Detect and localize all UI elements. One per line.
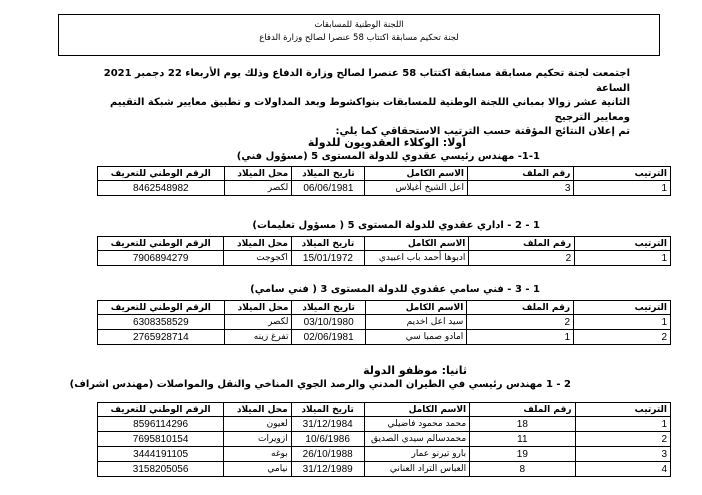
subsection-1-3-title: 1 - 3 - فني سامي عقدوي للدولة المستوى 3 ( فني سامي) (250, 284, 540, 295)
cell-pob: بوغه (224, 447, 292, 462)
table-header-row (98, 301, 671, 315)
col-rank: الترتيب (574, 167, 671, 181)
col-name: الاسم الكامل (365, 301, 467, 315)
col-file: رقم الملف (470, 403, 575, 417)
header-line-1: اللجنة الوطنية للمسابقات (314, 20, 404, 30)
col-file: رقم الملف (467, 301, 574, 315)
cell-file: 18 (470, 417, 575, 432)
cell-name: امادو صمبا سي (365, 330, 467, 345)
cell-rank: 1 (574, 181, 671, 196)
col-nni: الرقم الوطني للتعريف (98, 403, 224, 417)
cell-dob: 02/06/1981 (292, 330, 365, 345)
header-line-2: لجنة تحكيم مسابقة اكتتاب 58 عنصرا لصالح وزارة الدفاع (259, 33, 459, 43)
col-pob: محل الميلاد (224, 403, 292, 417)
col-pob: محل الميلاد (224, 301, 292, 315)
cell-dob: 10/6/1986 (291, 432, 364, 447)
cell-name: اعل الشيخ أغيلاس (365, 181, 468, 196)
cell-pob: لكصر (224, 315, 292, 330)
cell-pob: نيامي (224, 462, 292, 477)
cell-name: محمدسالم سيدي الصديق (364, 432, 469, 447)
cell-nni: 2765928714 (98, 330, 225, 345)
cell-rank: 3 (575, 447, 670, 462)
intro-line-2: الثانية عشر زوالا بمباني اللجنة الوطنية للمسابقات بنواكشوط وبعد المداولات و تطبيق معايير شبكة التقييم ومعايير الترجيح (109, 97, 630, 123)
cell-pob: لعيون (224, 417, 292, 432)
col-dob: تاريخ الميلاد (292, 167, 365, 181)
cell-dob: 15/01/1972 (291, 251, 364, 266)
cell-rank: 1 (575, 417, 670, 432)
table-1-3 (97, 300, 671, 345)
cell-nni: 8596114296 (98, 417, 224, 432)
col-dob: تاريخ الميلاد (291, 237, 364, 251)
cell-pob: لكصر (224, 181, 292, 196)
col-pob: محل الميلاد (224, 167, 292, 181)
cell-nni: 7906894279 (98, 251, 224, 266)
cell-nni: 6308358529 (98, 315, 225, 330)
table-1-1 (97, 166, 671, 196)
cell-name: محمد محمود فاضيلي (364, 417, 469, 432)
cell-rank: 2 (574, 330, 671, 345)
cell-dob: 31/12/1984 (291, 417, 364, 432)
intro-paragraph (88, 67, 630, 140)
table-row (98, 432, 671, 447)
col-name: الاسم الكامل (364, 403, 469, 417)
cell-file: 2 (467, 315, 574, 330)
cell-name: سيد اعل اخديم (365, 315, 467, 330)
cell-nni: 3158205056 (98, 462, 224, 477)
col-name: الاسم الكامل (365, 167, 468, 181)
table-1-2 (97, 236, 671, 266)
header-box (58, 14, 660, 56)
cell-nni: 3444191105 (98, 447, 224, 462)
col-file: رقم الملف (469, 237, 575, 251)
col-rank: الترتيب (575, 237, 671, 251)
cell-name: العباس التراد العناني (364, 462, 469, 477)
cell-pob: اكجوجت (224, 251, 292, 266)
table-header-row (98, 403, 671, 417)
col-pob: محل الميلاد (224, 237, 292, 251)
col-name: الاسم الكامل (364, 237, 468, 251)
table-2-1 (97, 402, 671, 477)
subsection-1-1-title: 1-1- مهندس رئيسي عقدوي للدولة المستوى 5 (مسؤول فني) (236, 151, 540, 162)
intro-line-1: اجتمعت لجنة تحكيم مسابقة مسابقة اكتتاب 58 عنصرا لصالح وزارة الدفاع وذلك يوم الأربعاء 22 دجمبر 2021 الساعة (103, 68, 630, 94)
cell-file: 2 (469, 251, 575, 266)
cell-dob: 26/10/1988 (291, 447, 364, 462)
table-header-row (98, 167, 671, 181)
table-row (98, 181, 671, 196)
col-dob: تاريخ الميلاد (292, 301, 365, 315)
cell-rank: 1 (575, 251, 671, 266)
cell-dob: 31/12/1989 (291, 462, 364, 477)
col-dob: تاريخ الميلاد (291, 403, 364, 417)
table-row (98, 315, 671, 330)
subsection-2-1-title: 2 - 1 مهندس رئيسي في الطيران المدني والرصد الجوي المناخي والنقل والمواصلات (مهندس اشراف) (69, 379, 571, 390)
table-row (98, 417, 671, 432)
cell-rank: 1 (574, 315, 671, 330)
cell-name: بارو تيرنو عمار (364, 447, 469, 462)
col-file: رقم الملف (468, 167, 574, 181)
table-row (98, 462, 671, 477)
col-nni: الرقم الوطني للتعريف (98, 301, 225, 315)
section-2-title: ثانيا: موظفو الدولة (363, 364, 467, 377)
cell-dob: 06/06/1981 (292, 181, 365, 196)
cell-file: 19 (470, 447, 575, 462)
cell-file: 11 (470, 432, 575, 447)
cell-file: 3 (468, 181, 574, 196)
cell-nni: 8462548982 (98, 181, 225, 196)
table-row (98, 251, 671, 266)
cell-pob: تفرغ زينه (224, 330, 292, 345)
section-1-title: اولا: الوكلاء العقدويون للدولة (307, 136, 466, 149)
col-nni: الرقم الوطني للتعريف (98, 167, 225, 181)
cell-file: 8 (470, 462, 575, 477)
subsection-1-2-title: 1 - 2 - اداري عقدوي للدولة المستوى 5 ( مسؤول تعليمات) (252, 220, 540, 231)
cell-nni: 7695810154 (98, 432, 224, 447)
cell-file: 1 (467, 330, 574, 345)
cell-dob: 03/10/1980 (292, 315, 365, 330)
table-row (98, 330, 671, 345)
cell-rank: 4 (575, 462, 670, 477)
intro-line-3: تم إعلان النتائج المؤقتة حسب الترتيب الاستحقاقي كما يلي: (335, 126, 630, 137)
cell-name: ادبوها أحمد باب اعبيدي (364, 251, 468, 266)
table-header-row (98, 237, 671, 251)
col-rank: الترتيب (574, 301, 671, 315)
table-row (98, 447, 671, 462)
col-nni: الرقم الوطني للتعريف (98, 237, 224, 251)
cell-pob: ازويرات (224, 432, 292, 447)
cell-rank: 2 (575, 432, 670, 447)
col-rank: الترتيب (575, 403, 670, 417)
